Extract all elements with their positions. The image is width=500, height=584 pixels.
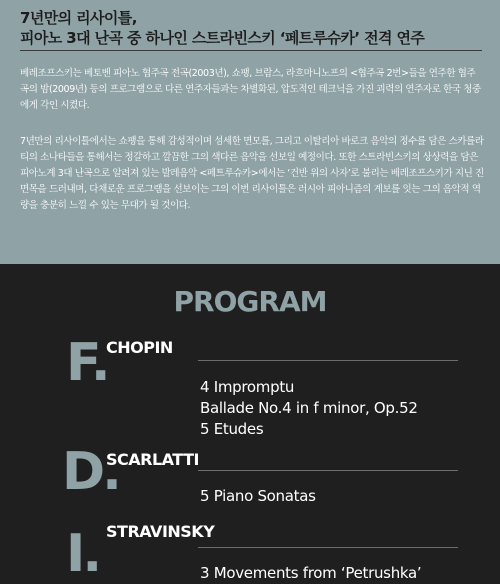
composer-underline bbox=[198, 547, 458, 548]
section-letter-i: I. bbox=[66, 524, 100, 584]
work-item: 4 Impromptu bbox=[200, 378, 295, 396]
section-letter-f: F. bbox=[66, 333, 108, 393]
intro-paragraph-2: 7년만의 리사이틀에서는 쇼팽을 통해 감성적이며 섬세한 면모를, 그리고 이탈리아 바로크 음악의 정수를 담은 스카를라티의 소나타들을 통해서는 정갈하고 깔끔한 그의 색다른 음악을 선보일 예정이다. 또한 스트라빈스키의 상상력을 담은 피아노계 3대 난곡으로 알려져 있는 발레음악 <페트루슈카>에서는 ‘건반 위의 사자’로 불리는 베레조프스키가 지닌 진면목을 드러내며, 다채로운 프로그램을 선보이는 그의 이번 리사이틀은 러시아 피아니즘의 계보를 잇는 그의 음악적 역량을 충분히 느낄 수 있는 무대가 될 것이다. bbox=[20, 136, 484, 211]
intro-paragraph-1: 베레조프스키는 베토벤 피아노 협주곡 전곡(2003년), 쇼팽, 브람스, 라흐마니노프의 <협주곡 2번>들을 연주한 협주곡의 밤(2009년) 등의 프로그램으로 다른 연주자들과는 차별화된, 압도적인 테크닉을 가진 괴력의 연주자로 한국 청중에게 각인 시켰다. bbox=[20, 68, 481, 111]
section-letter-d: D. bbox=[62, 442, 119, 502]
headline bbox=[20, 8, 424, 48]
composer-stravinsky: STRAVINSKY bbox=[106, 522, 215, 541]
composer-scarlatti: SCARLATTI bbox=[106, 450, 199, 469]
works-list-stravinsky bbox=[200, 563, 421, 584]
composer-chopin: CHOPIN bbox=[106, 338, 173, 357]
work-item: 5 Piano Sonatas bbox=[200, 487, 316, 505]
works-list-scarlatti bbox=[200, 486, 316, 507]
composer-underline bbox=[198, 470, 458, 471]
headline-line-1: 7년만의 리사이틀, bbox=[20, 9, 137, 27]
headline-divider bbox=[20, 50, 482, 51]
work-item: 5 Etudes bbox=[200, 420, 264, 438]
composer-underline bbox=[198, 360, 458, 361]
program-title: PROGRAM bbox=[173, 285, 327, 318]
headline-line-2: 피아노 3대 난곡 중 하나인 스트라빈스키 ‘페트루슈카’ 전격 연주 bbox=[20, 29, 425, 47]
work-item: Ballade No.4 in f minor, Op.52 bbox=[200, 399, 418, 417]
works-list-chopin bbox=[200, 377, 418, 440]
work-item: 3 Movements from ‘Petrushka’ bbox=[200, 564, 422, 582]
